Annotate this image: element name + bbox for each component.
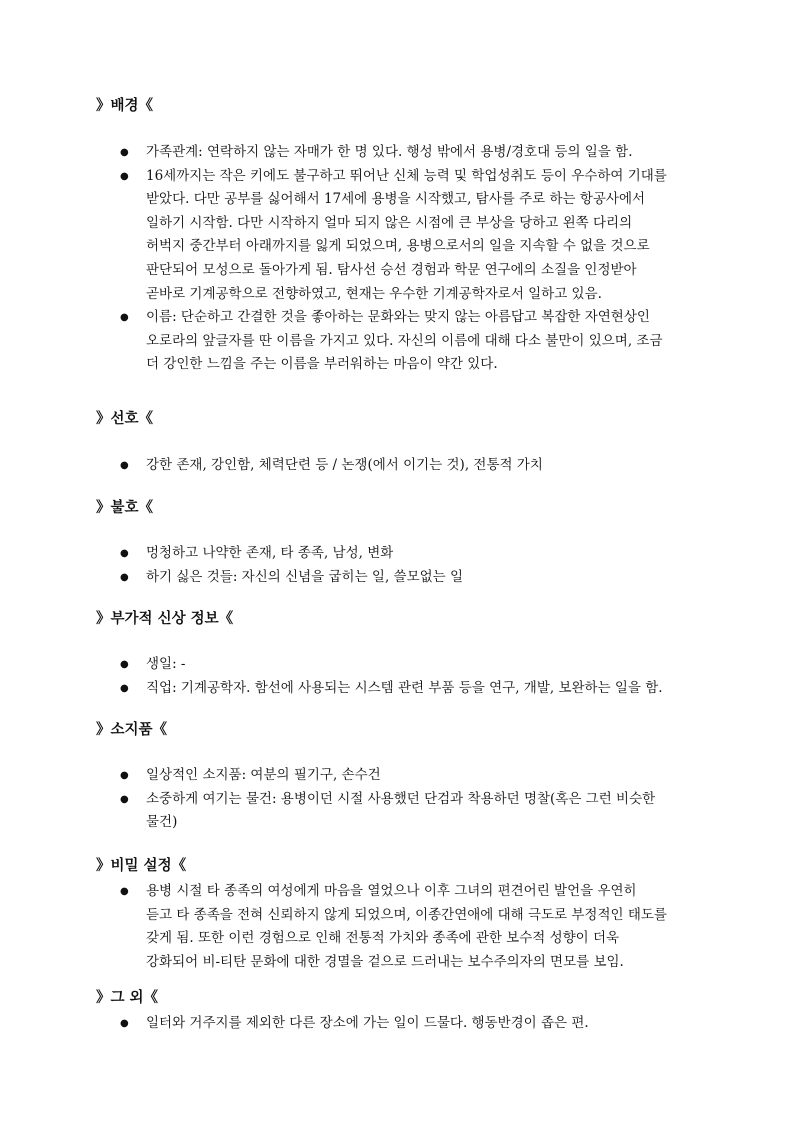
bullet-list-extra-info — [96, 653, 716, 700]
bullet-icon: ● — [120, 170, 129, 182]
bullet-list-secret-setting — [96, 880, 716, 974]
list-item — [96, 542, 716, 566]
list-item — [96, 677, 716, 701]
section-belongings — [96, 720, 716, 835]
bullet-icon: ● — [120, 886, 129, 897]
list-item — [96, 454, 716, 478]
bullet-list-other — [96, 1012, 716, 1036]
list-item — [96, 788, 716, 835]
bullet-icon: ● — [120, 793, 129, 805]
section-heading-other: 》그 외《 — [96, 989, 159, 1006]
section-heading-extra-info: 》부가적 신상 정보《 — [96, 610, 234, 627]
list-item-text: 가족관계: 연락하지 않는 자매가 한 명 있다. 행성 밖에서 용병/경호대 등의 일을 함. — [146, 144, 633, 160]
list-item-text: 일상적인 소지품: 여분의 필기구, 손수건 — [146, 767, 381, 783]
list-item — [96, 764, 716, 788]
list-item-text: 하기 싫은 것들: 자신의 신념을 굽히는 일, 쓸모없는 일 — [146, 568, 464, 585]
list-item-text: 16세까지는 작은 키에도 불구하고 뛰어난 신체 능력 및 학업성취도 등이 우수하여 기대를 받았다. 다만 공부를 싫어해서 17세에 용병을 시작했고, 탐사를 주로 하는 항공사에서 일하기 시작함. 다만 시작하지 얼마 되지 않은 시점에 큰 부상을 당하고 왼쪽 다리의 허벅지 중간부터 아래까지를 잃게 되었으며, 용병으로서의 일을 지속할 수 없을 것으로 판단되어 모성으로 돌아가게 됨. 탐사선 승선 경험과 학문 연구에의 소질을 인정받아 곧바로 기계공학으로 전향하였고, 현재는 우수한 기계공학자로서 일하고 있음. — [146, 167, 667, 302]
section-secret-setting — [96, 856, 716, 974]
list-item-text: 일터와 거주지를 제외한 다른 장소에 가는 일이 드물다. 행동반경이 좁은 편. — [146, 1015, 589, 1031]
section-heading-dislikes: 》불호《 — [96, 499, 154, 516]
bullet-icon: ● — [120, 312, 129, 324]
section-background — [96, 96, 716, 377]
list-item — [96, 165, 716, 307]
bullet-icon: ● — [120, 571, 129, 583]
list-item — [96, 653, 716, 677]
list-item-text: 직업: 기계공학자. 함선에 사용되는 시스템 관련 부품 등을 연구, 개발, 보완하는 일을 함. — [146, 679, 663, 696]
section-heading-likes: 》선호《 — [96, 410, 154, 427]
bullet-icon: ● — [120, 682, 129, 694]
bullet-icon: ● — [120, 659, 129, 670]
list-item — [96, 1012, 716, 1036]
bullet-icon: ● — [120, 460, 129, 471]
list-item — [96, 566, 716, 590]
bullet-list-likes — [96, 454, 716, 478]
list-item-text: 멍청하고 나약한 존재, 타 종족, 남성, 변화 — [146, 545, 394, 561]
bullet-list-dislikes — [96, 542, 716, 589]
bullet-icon: ● — [120, 548, 129, 559]
list-item-text: 소중하게 여기는 물건: 용병이던 시절 사용했던 단검과 착용하던 명찰(혹은 그런 비슷한 물건) — [146, 790, 656, 831]
list-item-text: 강한 존재, 강인함, 체력단련 등 / 논쟁(에서 이기는 것), 전통적 가치 — [146, 457, 543, 473]
section-likes — [96, 409, 716, 478]
bullet-icon: ● — [120, 770, 129, 781]
list-item-text: 생일: - — [146, 656, 186, 672]
section-heading-secret-setting: 》비밀 설정《 — [96, 857, 187, 874]
section-extra-info — [96, 609, 716, 700]
section-heading-belongings: 》소지품《 — [96, 721, 168, 738]
bullet-list-background — [96, 141, 716, 377]
list-item-text: 용병 시절 타 종족의 여성에게 마음을 열었으나 이후 그녀의 편견어린 발언을 우연히 듣고 타 종족을 전혀 신뢰하지 않게 되었으며, 이종간연애에 대해 극도로 부정적인 태도를 갖게 됨. 또한 이런 경험으로 인해 전통적 가치와 종족에 관한 보수적 성향이 더욱 강화되어 비-티탄 문화에 대한 경멸을 겉으로 드러내는 보수주의자의 면모를 보임. — [146, 883, 667, 970]
list-item — [96, 306, 716, 377]
list-item — [96, 141, 716, 165]
list-item-text: 이름: 단순하고 간결한 것을 좋아하는 문화와는 맞지 않는 아름답고 복잡한 자연현상인 오로라의 앞글자를 딴 이름을 가지고 있다. 자신의 이름에 대해 다소 불만이 있으며, 조금 더 강인한 느낌을 주는 이름을 부러워하는 마음이 약간 있다. — [146, 309, 663, 373]
bullet-icon: ● — [120, 147, 129, 158]
bullet-icon: ● — [120, 1018, 129, 1029]
bullet-list-belongings — [96, 764, 716, 835]
section-other — [96, 988, 716, 1036]
section-dislikes — [96, 498, 716, 589]
list-item — [96, 880, 716, 974]
section-heading-background: 》배경《 — [96, 97, 154, 114]
